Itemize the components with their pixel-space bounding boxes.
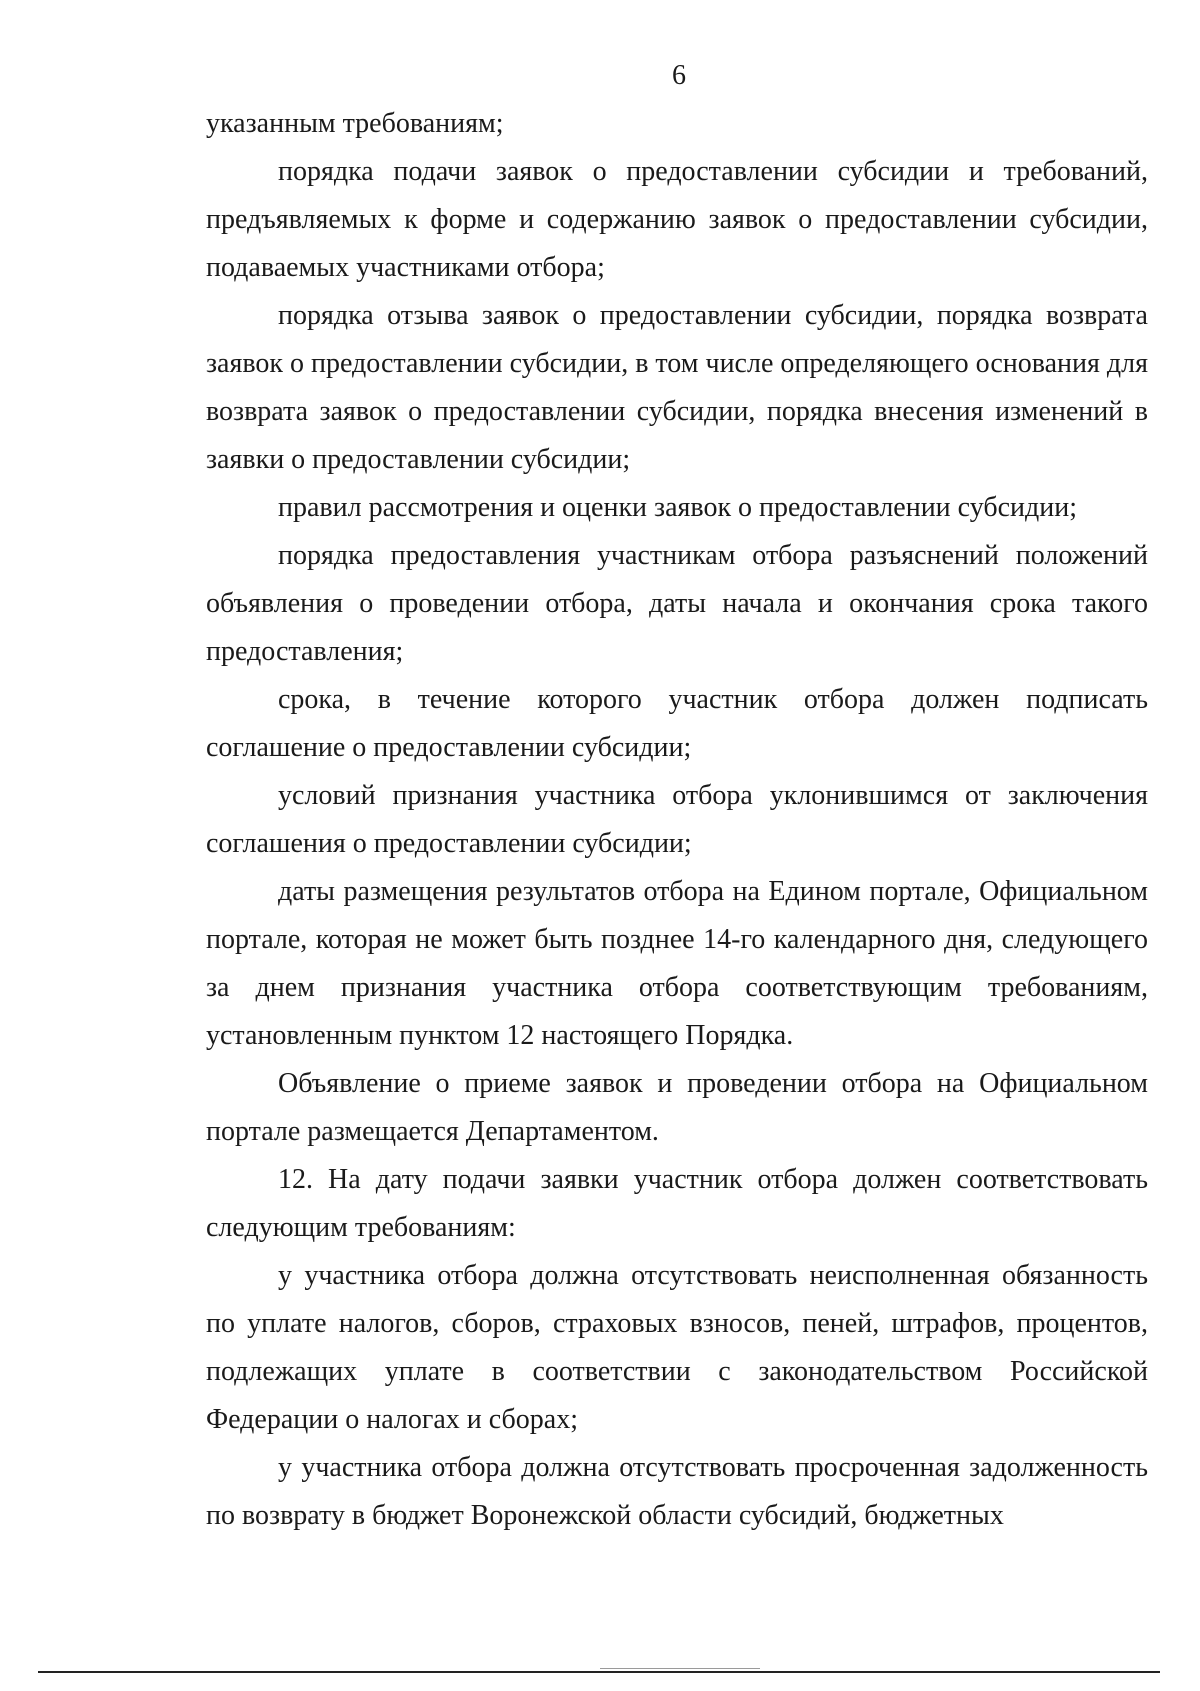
paragraph: у участника отбора должна отсутствовать неисполненная обязанность по уплате налогов, сборов, страховых взносов, пеней, штрафов, процентов, подлежащих уплате в соответствии с законодательством Российской Федерации о налогах и сборах; <box>206 1260 1148 1435</box>
paragraph: у участника отбора должна отсутствовать просроченная задолженность по возврату в бюджет Воронежской области субсидий, бюджетных <box>206 1452 1148 1531</box>
paragraph: порядка подачи заявок о предоставлении субсидии и требований, предъявляемых к форме и содержанию заявок о предоставлении субсидии, подаваемых участниками отбора; <box>206 156 1148 283</box>
paragraph: правил рассмотрения и оценки заявок о предоставлении субсидии; <box>278 492 1078 523</box>
page-number: 6 <box>672 60 686 91</box>
paragraph: порядка отзыва заявок о предоставлении субсидии, порядка возврата заявок о предоставлении субсидии, в том числе определяющего основания для возврата заявок о предоставлении субсидии, порядка внесения изменений в заявки о предоставлении субсидии; <box>206 300 1148 475</box>
bottom-rule <box>38 1671 1160 1673</box>
paragraph: даты размещения результатов отбора на Едином портале, Официальном портале, которая не может быть позднее 14-го календарного дня, следующего за днем признания участника отбора соответствующим требованиям, установленным пунктом 12 настоящего Порядка. <box>206 876 1148 1051</box>
paragraph-continuation: указанным требованиям; <box>206 108 504 139</box>
paragraph: порядка предоставления участникам отбора разъяснений положений объявления о проведении отбора, даты начала и окончания срока такого предоставления; <box>206 540 1148 667</box>
paragraph: 12. На дату подачи заявки участник отбора должен соответствовать следующим требованиям: <box>206 1164 1148 1243</box>
scan-artifact-line <box>600 1668 760 1669</box>
paragraph: Объявление о приеме заявок и проведении отбора на Официальном портале размещается Департаментом. <box>206 1068 1148 1147</box>
paragraph: срока, в течение которого участник отбора должен подписать соглашение о предоставлении субсидии; <box>206 684 1148 763</box>
document-body <box>206 100 1148 1540</box>
paragraph: условий признания участника отбора уклонившимся от заключения соглашения о предоставлении субсидии; <box>206 780 1148 859</box>
